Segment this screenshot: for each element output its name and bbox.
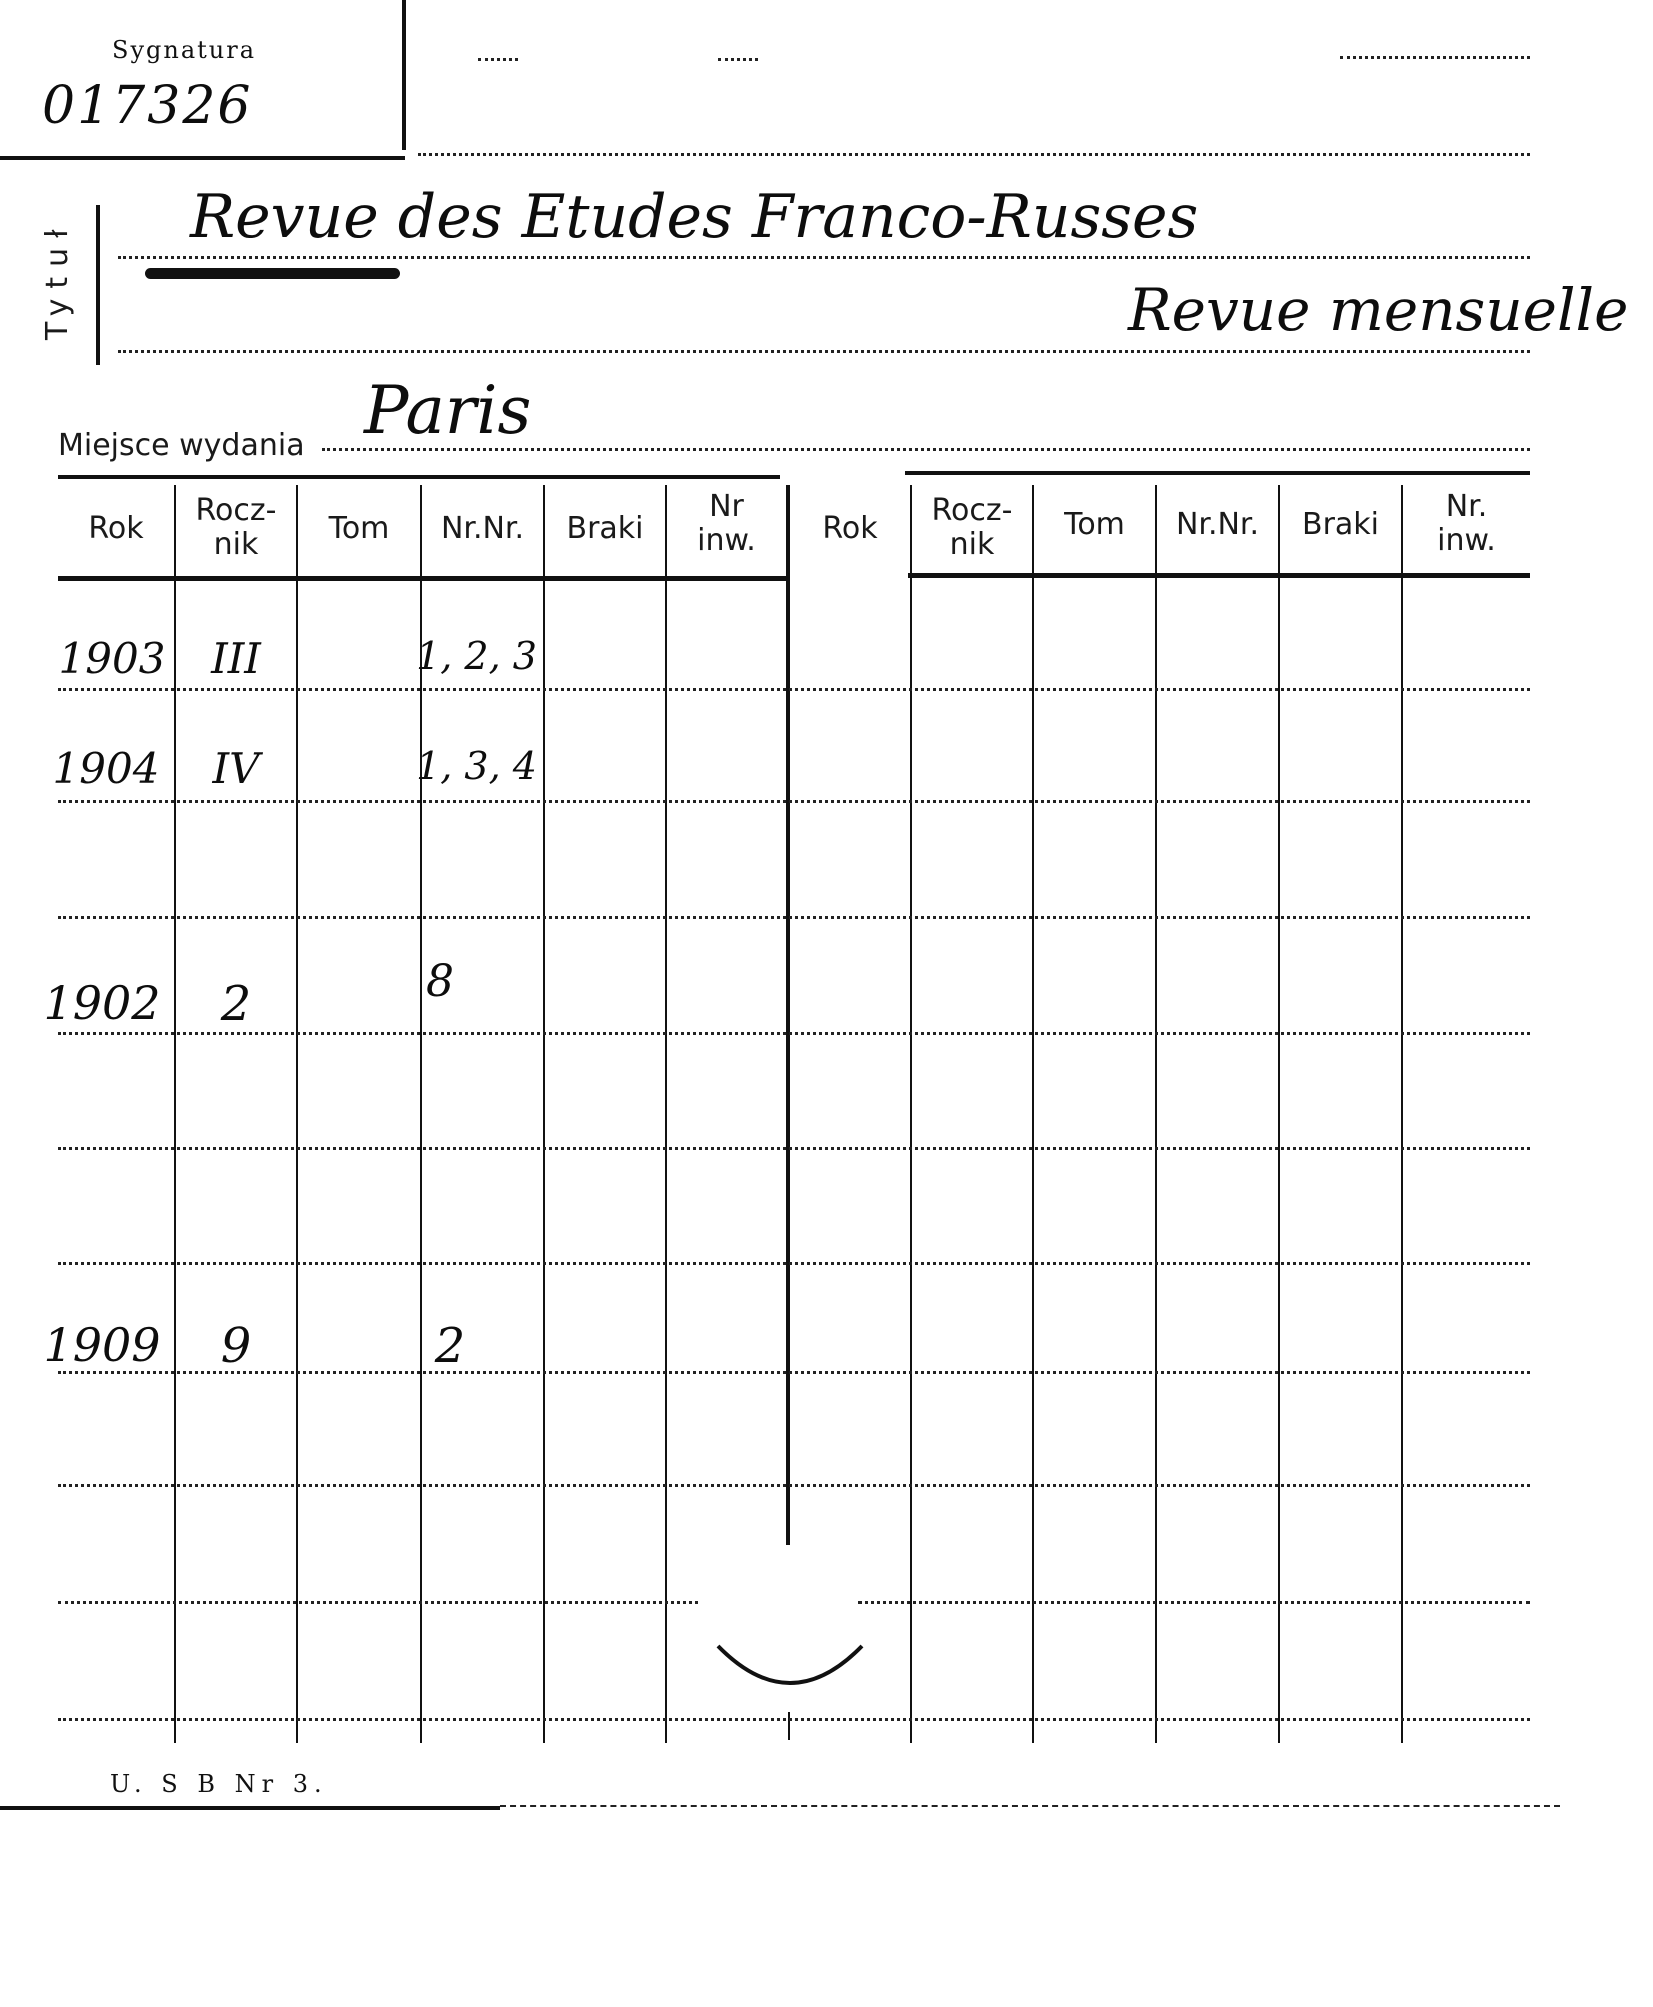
- top-dotted-line: [478, 58, 518, 61]
- cell-rok: 1904: [52, 744, 160, 793]
- header-braki: Braki: [566, 511, 644, 546]
- header-rok: Rok: [88, 511, 144, 546]
- table-header-rule: [58, 576, 788, 581]
- header-tom: Tom: [328, 511, 390, 546]
- row-divider: [858, 1601, 1530, 1604]
- cell-rok: 1903: [58, 634, 166, 683]
- row-divider: [58, 916, 1530, 919]
- center-divider: [788, 1712, 790, 1740]
- top-dotted-line: [718, 58, 758, 61]
- title-label: Tytuł: [40, 219, 75, 341]
- card-bottom-edge: [0, 1806, 500, 1810]
- signature-value: 017326: [42, 76, 253, 136]
- header-rocznik-right: Rocz- nik: [931, 493, 1013, 562]
- form-number: U. S B Nr 3.: [110, 1770, 328, 1798]
- cell-rocznik: 9: [220, 1318, 252, 1374]
- cell-rocznik: IV: [212, 744, 260, 793]
- header-rocznik: Rocz- nik: [195, 493, 277, 562]
- table-header-rule: [908, 573, 1530, 578]
- row-divider: [58, 1484, 1530, 1487]
- signature-box-bottom-border: [0, 156, 405, 160]
- column-divider: [665, 485, 667, 1743]
- row-divider: [58, 1147, 1530, 1150]
- row-divider: [58, 1262, 1530, 1265]
- header-rok-right: Rok: [822, 511, 878, 546]
- cell-rok: 1909: [43, 1318, 161, 1372]
- place-value: Paris: [364, 372, 532, 449]
- cell-nrnr: 1, 2, 3: [416, 634, 537, 678]
- header-nrnr: Nr.Nr.: [440, 511, 525, 546]
- column-divider: [1155, 485, 1157, 1743]
- column-divider: [1278, 485, 1280, 1743]
- table-top-rule: [58, 475, 780, 479]
- title-bracket: [96, 205, 100, 365]
- header-braki-right: Braki: [1301, 507, 1379, 542]
- cell-rocznik: 2: [220, 976, 252, 1032]
- row-divider: [58, 800, 1530, 803]
- place-label: Miejsce wydania: [58, 428, 305, 463]
- column-divider: [1032, 485, 1034, 1743]
- column-divider: [910, 485, 912, 1743]
- title-dotted-line-2: [118, 350, 1530, 353]
- column-divider: [543, 485, 545, 1743]
- row-divider: [58, 1601, 698, 1604]
- signature-box-right-border: [402, 0, 406, 150]
- top-dotted-line: [1340, 56, 1530, 59]
- cell-nrnr: 2: [434, 1318, 466, 1374]
- signature-label: Sygnatura: [112, 36, 257, 64]
- row-divider: [58, 1718, 1530, 1721]
- header-nr-inw: Nr inw.: [697, 489, 756, 558]
- column-divider: [1401, 485, 1403, 1743]
- top-dotted-line: [418, 153, 1530, 156]
- row-divider: [58, 1032, 1530, 1035]
- card-bottom-edge: [500, 1805, 1560, 1807]
- cell-nrnr: 8: [426, 956, 454, 1007]
- center-divider: [786, 485, 790, 1545]
- title-underline: [145, 268, 400, 279]
- column-divider: [296, 485, 298, 1743]
- cell-rocznik: III: [211, 634, 261, 683]
- header-tom-right: Tom: [1064, 507, 1125, 542]
- table-top-rule: [905, 471, 1530, 475]
- header-nr-inw-right: Nr. inw.: [1437, 489, 1496, 558]
- cell-nrnr: 1, 3, 4: [416, 744, 537, 788]
- title-dotted-line-1: [118, 256, 1530, 259]
- title-line-2: Revue mensuelle: [1128, 276, 1629, 344]
- cell-rok: 1902: [43, 976, 161, 1030]
- title-line-1: Revue des Etudes Franco-Russes: [190, 182, 1199, 252]
- punch-hole-arc: [712, 1640, 868, 1700]
- row-divider: [58, 688, 1530, 691]
- header-nrnr-right: Nr.Nr.: [1175, 507, 1260, 542]
